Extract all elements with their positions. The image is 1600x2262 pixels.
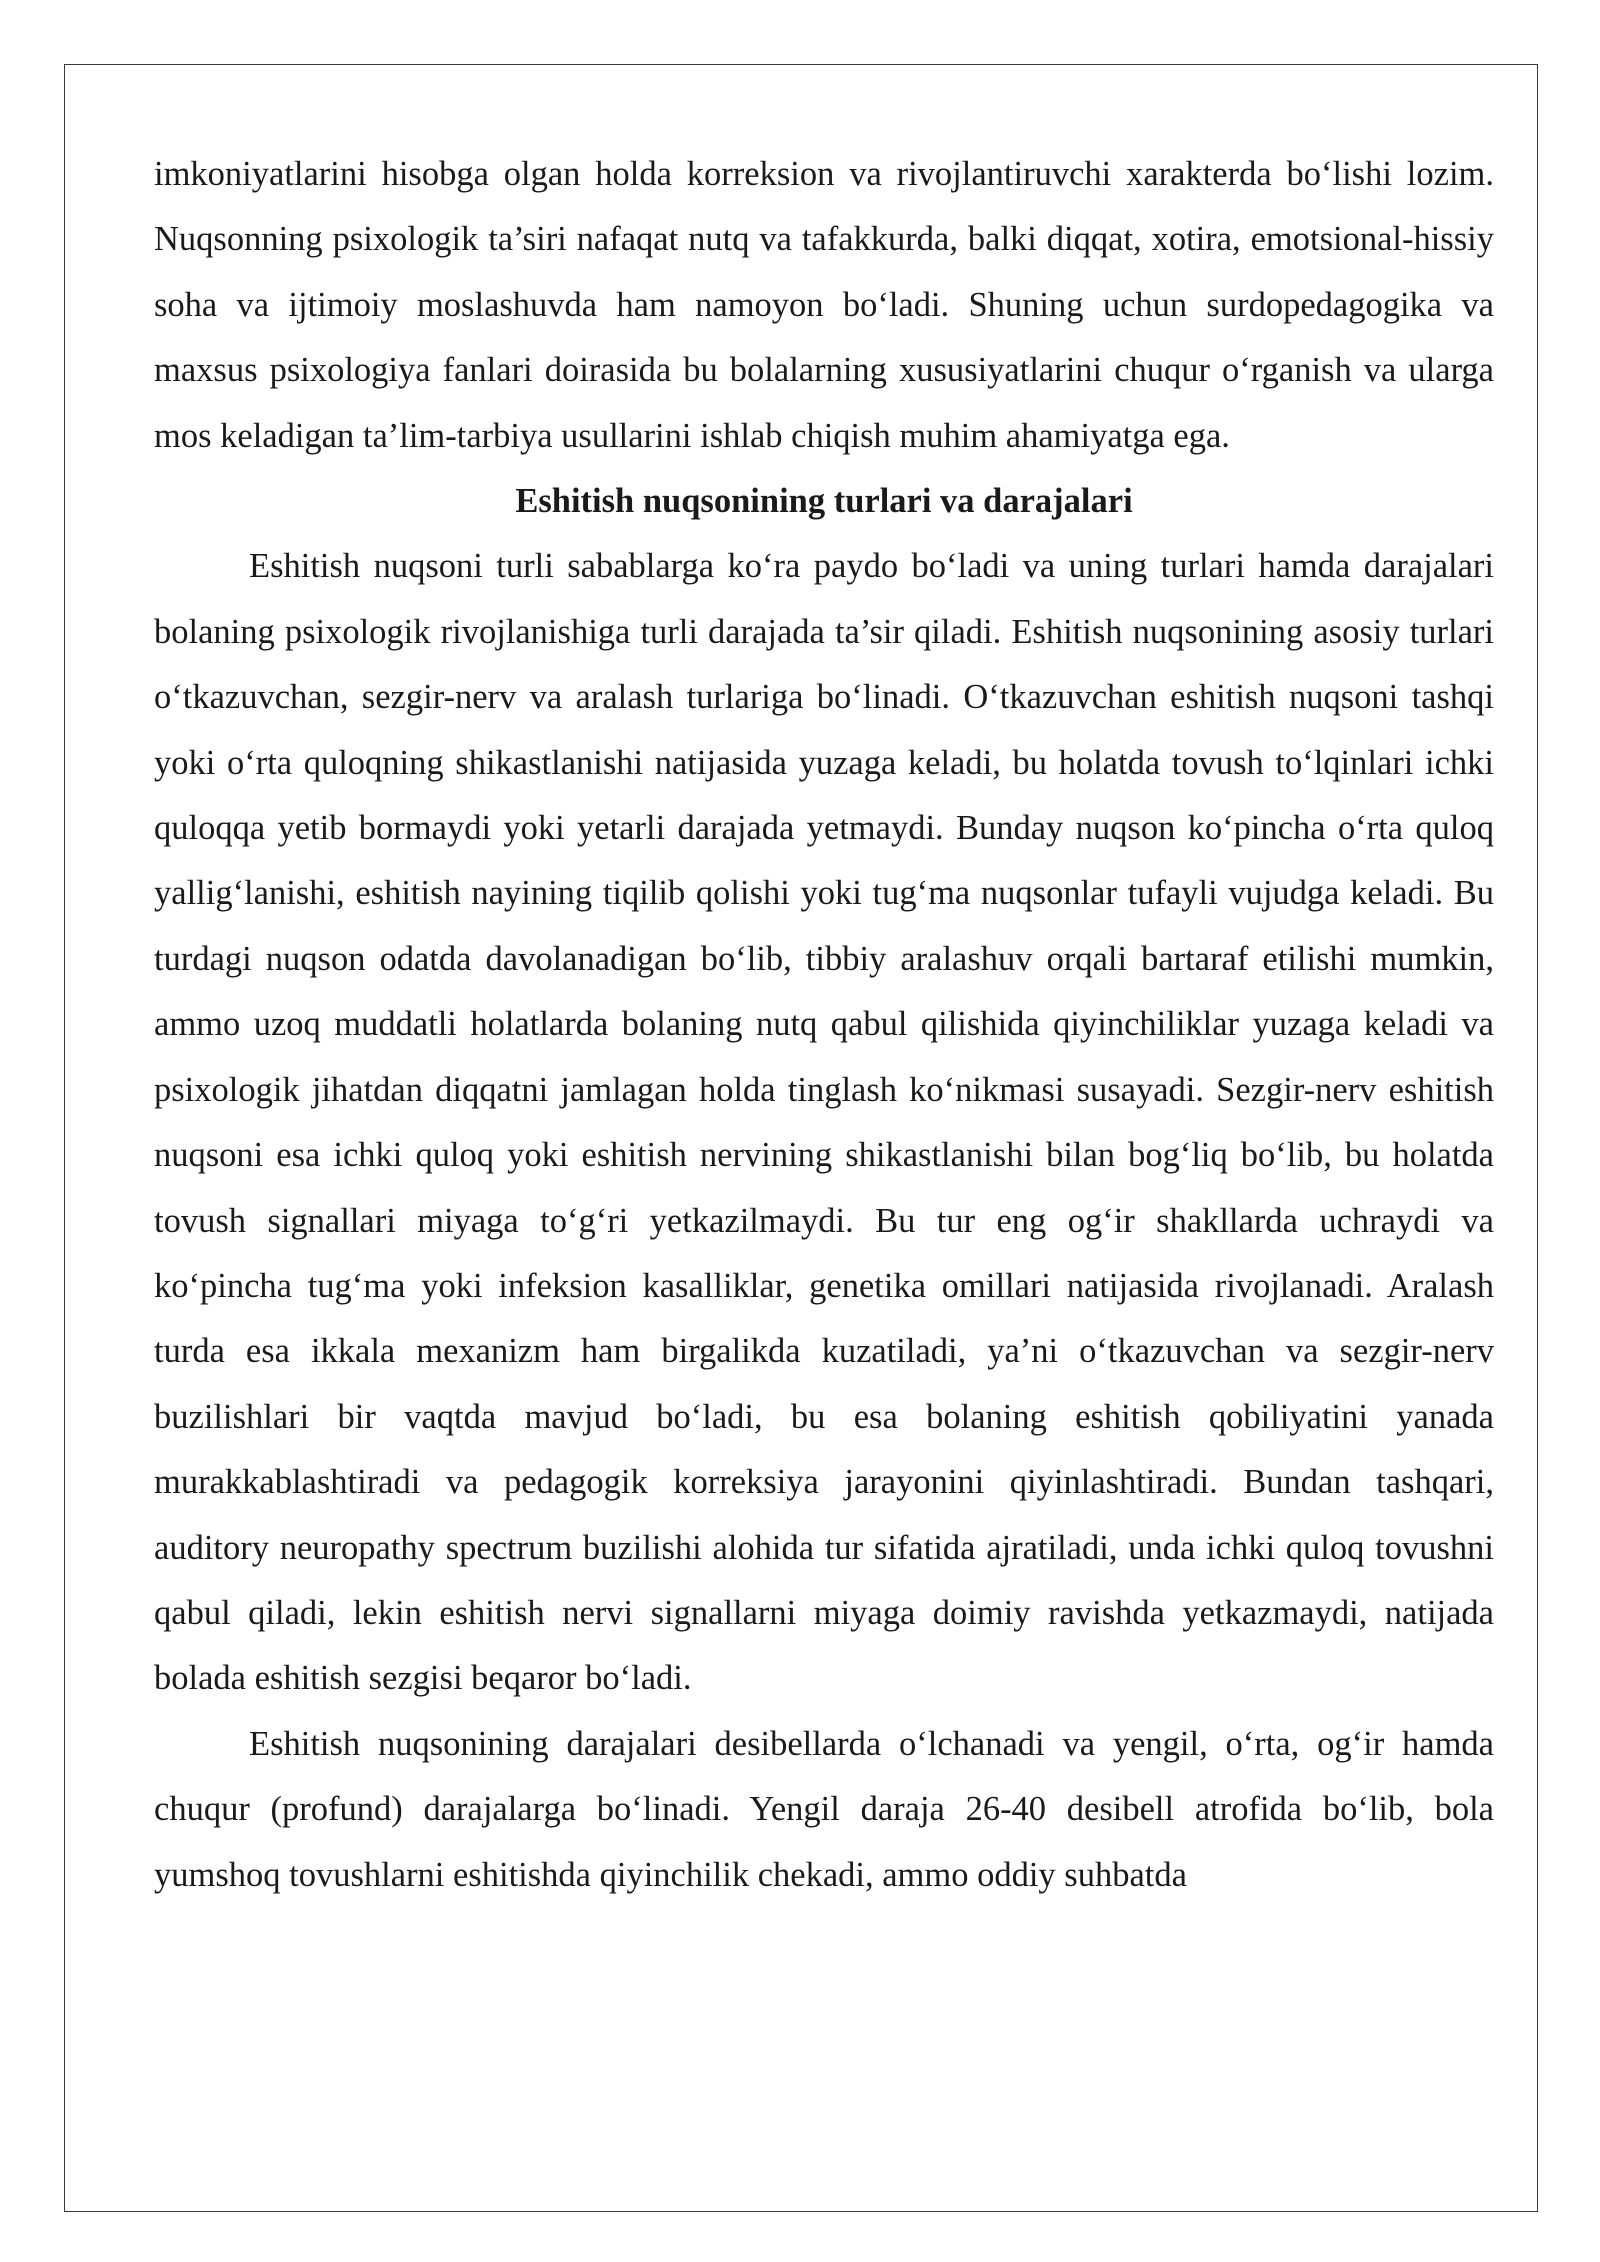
paragraph-degrees: Eshitish nuqsonining darajalari desibellarda o‘lchanadi va yengil, o‘rta, og‘ir hamda chuqur (profund) darajalarga bo‘linadi. Yengil daraja 26-40 desibell atrofida bo‘lib, bola yumshoq tovushlarni eshitishda qiyinchilik chekadi, ammo oddiy suhbatda	[154, 1724, 1494, 1894]
document-body	[154, 142, 1494, 1908]
paragraph-types: Eshitish nuqsoni turli sabablarga ko‘ra paydo bo‘ladi va uning turlari hamda darajalari bolaning psixologik rivojlanishiga turli darajada ta’sir qiladi. Eshitish nuqsonining asosiy turlari o‘tkazuvchan, sezgir-nerv va aralash turlariga bo‘linadi. O‘tkazuvchan eshitish nuqsoni tashqi yoki o‘rta quloqning shikastlanishi natijasida yuzaga keladi, bu holatda tovush to‘lqinlari ichki quloqqa yetib bormaydi yoki yetarli darajada yetmaydi. Bunday nuqson ko‘pincha o‘rta quloq yallig‘lanishi, eshitish nayining tiqilib qolishi yoki tug‘ma nuqsonlar tufayli vujudga keladi. Bu turdagi nuqson odatda davolanadigan bo‘lib, tibbiy aralashuv orqali bartaraf etilishi mumkin, ammo uzoq muddatli holatlarda bolaning nutq qabul qilishida qiyinchiliklar yuzaga keladi va psixologik jihatdan diqqatni jamlagan holda tinglash ko‘nikmasi susayadi. Sezgir-nerv eshitish nuqsoni esa ichki quloq yoki eshitish nervining shikastlanishi bilan bog‘liq bo‘lib, bu holatda tovush signallari miyaga to‘g‘ri yetkazilmaydi. Bu tur eng og‘ir shakllarda uchraydi va ko‘pincha tug‘ma yoki infeksion kasalliklar, genetika omillari natijasida rivojlanadi. Aralash turda esa ikkala mexanizm ham birgalikda kuzatiladi, ya’ni o‘tkazuvchan va sezgir-nerv buzilishlari bir vaqtda mavjud bo‘ladi, bu esa bolaning eshitish qobiliyatini yanada murakkablashtiradi va pedagogik korreksiya jarayonini qiyinlashtiradi. Bundan tashqari, auditory neuropathy spectrum buzilishi alohida tur sifatida ajratiladi, unda ichki quloq tovushni qabul qiladi, lekin eshitish nervi signallarni miyaga doimiy ravishda yetkazmaydi, natijada bolada eshitish sezgisi beqaror bo‘ladi.	[154, 547, 1494, 1698]
section-heading: Eshitish nuqsonining turlari va darajalari	[515, 482, 1133, 521]
paragraph-intro-continuation: imkoniyatlarini hisobga olgan holda korreksion va rivojlantiruvchi xarakterda bo‘lishi lozim. Nuqsonning psixologik ta’siri nafaqat nutq va tafakkurda, balki diqqat, xotira, emotsional-hissiy soha va ijtimoiy moslashuvda ham namoyon bo‘ladi. Shuning uchun surdopedagogika va maxsus psixologiya fanlari doirasida bu bolalarning xususiyatlarini chuqur o‘rganish va ularga mos keladigan ta’lim-tarbiya usullarini ishlab chiqish muhim ahamiyatga ega.	[154, 155, 1494, 455]
